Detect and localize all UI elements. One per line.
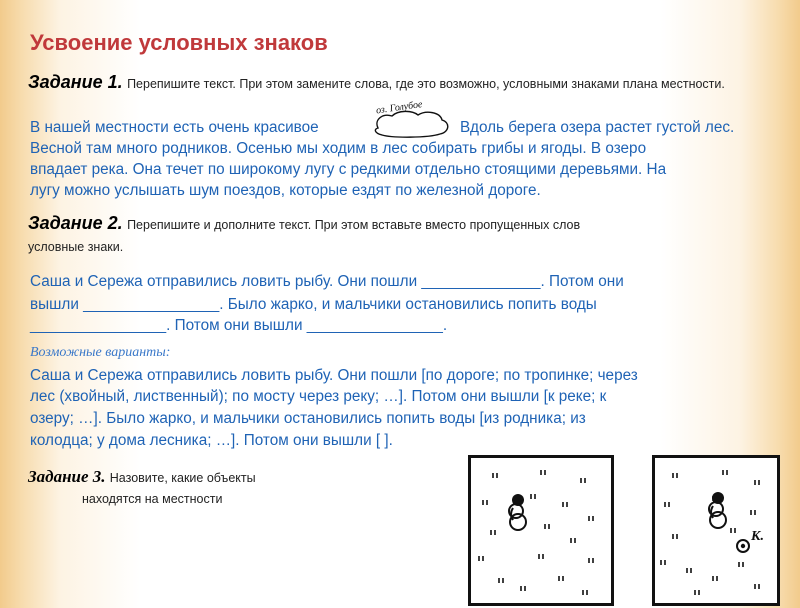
- page-title: Усвоение условных знаков: [30, 30, 328, 55]
- task1-line-5: лугу можно услышать шум поездов, которые ездят по железной дороге.: [30, 182, 541, 199]
- task1-instruction-text: Перепишите текст. При этом замените слова, где это возможно, условными знаками плана местности.: [127, 77, 725, 91]
- task1-line-4: впадает река. Она течет по широкому лугу с редкими отдельно стоящими деревьями. На: [30, 161, 667, 178]
- tree-symbol: [509, 494, 526, 530]
- task2-heading: Задание 2.: [28, 213, 123, 233]
- variant-line-2: лес (хвойный, лиственный); по мосту через реку; …]. Потом они вышли [к реке; к: [30, 388, 607, 405]
- variant-line-4: колодца; у дома лесника; …]. Потом они вышли [ ].: [30, 432, 393, 449]
- tree-symbol-2: [709, 492, 726, 528]
- task2-instruction-text-2: условные знаки.: [28, 240, 124, 254]
- terrain-map-2: [652, 455, 780, 606]
- variant-line-1: Саша и Сережа отправились ловить рыбу. Они пошли [по дороге; по тропинке; через: [30, 367, 638, 384]
- task1-line-1: В нашей местности есть очень красивое: [30, 119, 319, 136]
- task2-instruction: [28, 212, 748, 258]
- task1-instruction: [28, 70, 768, 97]
- terrain-map-2-symbols: [655, 458, 777, 603]
- spring-symbol: [737, 540, 749, 552]
- variant-line-3: озеру; …]. Было жарко, и мальчики остановились попить воды [из родника; из: [30, 410, 586, 427]
- meadow-grass-symbols-2: [661, 470, 759, 595]
- task3-heading: Задание 3.: [28, 467, 106, 486]
- meadow-grass-symbols: [479, 470, 593, 595]
- task2-line-1: Саша и Сережа отправились ловить рыбу. Они пошли ______________. Потом они: [30, 273, 624, 290]
- task2-line-2: вышли ________________. Было жарко, и мальчики остановились попить воды: [30, 296, 597, 313]
- lake-outline: [375, 111, 447, 137]
- lake-symbol-label: оз. Голубое: [375, 99, 424, 117]
- task3-instruction-text: Назовите, какие объекты: [109, 471, 256, 485]
- terrain-map-1-symbols: [471, 458, 611, 603]
- variants-label: Возможные варианты:: [30, 345, 171, 360]
- lake-symbol: [368, 96, 454, 142]
- task3-instruction: [28, 467, 256, 487]
- task1-heading: Задание 1.: [28, 72, 123, 92]
- task1-line-2: Вдоль берега озера растет густой лес.: [460, 119, 735, 136]
- map2-label: К.: [751, 529, 764, 544]
- terrain-map-1: [468, 455, 614, 606]
- task1-line-3: Весной там много родников. Осенью мы ходим в лес собирать грибы и ягоды. В озеро: [30, 140, 647, 157]
- task3-instruction-text-2: находятся на местности: [82, 492, 223, 506]
- task2-line-3: ________________. Потом они вышли ________________.: [30, 317, 448, 334]
- task2-instruction-text: Перепишите и дополните текст. При этом вставьте вместо пропущенных слов: [127, 218, 581, 232]
